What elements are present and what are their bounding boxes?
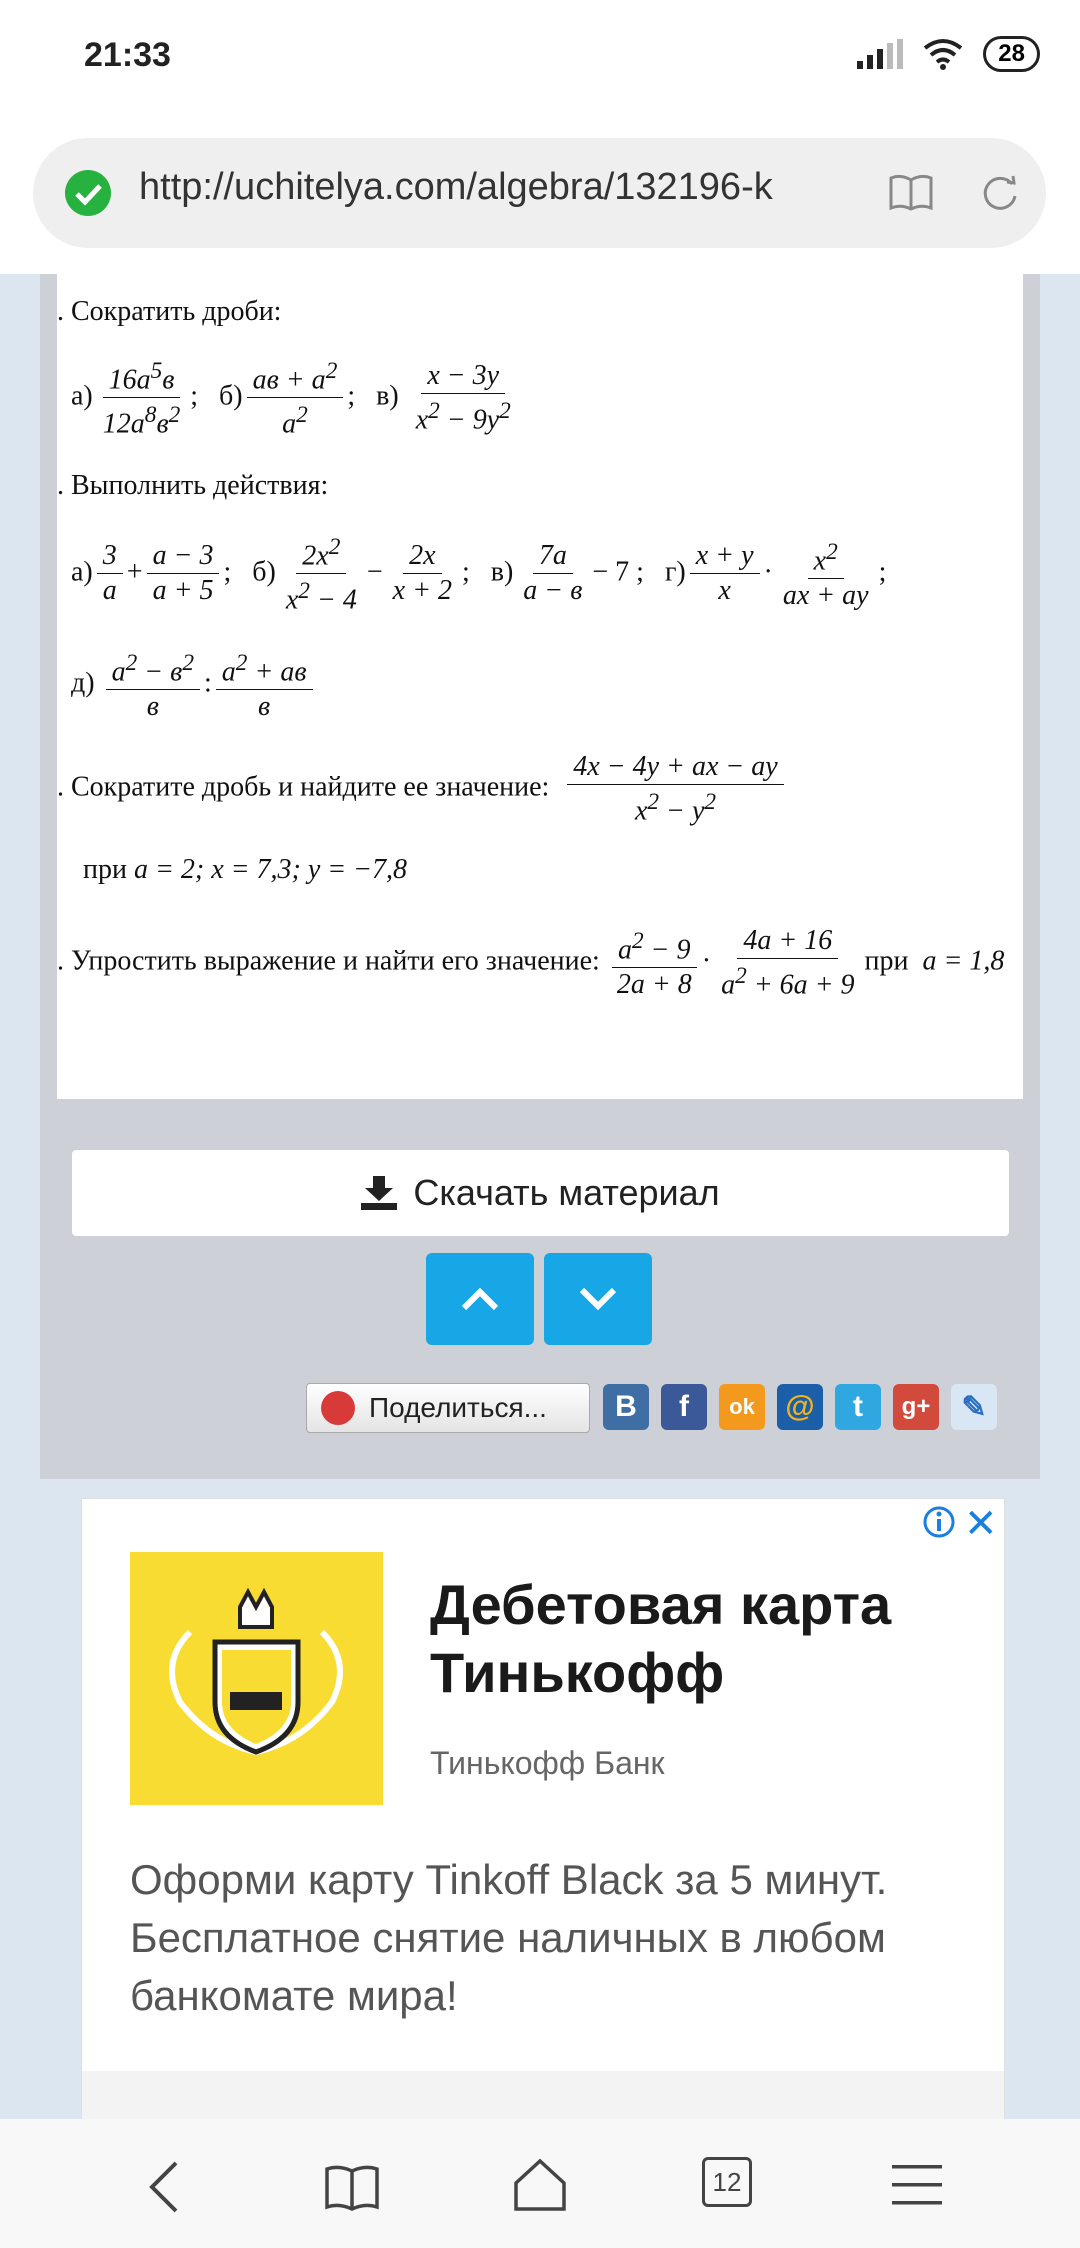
reload-icon[interactable] — [978, 172, 1022, 216]
chevron-down-icon — [578, 1286, 618, 1312]
task1-heading: . Сократить дроби: — [57, 296, 282, 327]
scroll-down-button[interactable] — [544, 1253, 652, 1345]
wifi-icon — [923, 38, 963, 70]
chevron-up-icon — [460, 1286, 500, 1312]
tinkoff-shield-icon — [130, 1552, 383, 1805]
share-button[interactable] — [306, 1383, 590, 1433]
signal-icon — [857, 39, 903, 69]
task4: . Упростить выражение и найти его значение: $\frac{a^2 - 9}{2a + 8}$ · $\frac{4a + 16}{a^2 + 6a + 9}$ при a = 1,8 — [57, 925, 1005, 1001]
menu-icon[interactable] — [892, 2163, 942, 2207]
tabs-counter[interactable]: 12 — [702, 2157, 752, 2207]
reader-mode-icon[interactable] — [888, 174, 934, 212]
download-label: Скачать материал — [413, 1172, 720, 1213]
vk-share-icon[interactable]: В — [603, 1384, 649, 1430]
document-preview — [57, 274, 1023, 1099]
task3: . Сократите дробь и найдите ее значение: $\frac{4x - 4y + ax - ay}{x^2 - y^2}$ — [57, 750, 788, 828]
ad-footer — [82, 2071, 1004, 2119]
facebook-share-icon[interactable]: f — [661, 1384, 707, 1430]
url-text[interactable]: http://uchitelya.com/algebra/132196-k — [139, 166, 773, 208]
ad-title[interactable]: Дебетовая карта Тинькофф — [430, 1573, 892, 1704]
odnoklassniki-share-icon[interactable]: ok — [719, 1384, 765, 1430]
ad-logo — [130, 1552, 383, 1805]
browser-toolbar — [0, 120, 1080, 274]
ad-close-icon[interactable]: ✕ — [964, 1502, 998, 1546]
ad-brand: Тинькофф Банк — [430, 1745, 665, 1781]
ad-info-icon[interactable] — [922, 1505, 956, 1539]
clock: 21:33 — [84, 36, 171, 74]
speaker-icon — [321, 1391, 355, 1425]
twitter-share-icon[interactable]: t — [835, 1384, 881, 1430]
back-icon[interactable] — [146, 2159, 182, 2215]
battery-indicator: 28 — [983, 36, 1040, 72]
status-bar — [0, 0, 1080, 120]
task1-fractions: а) $\frac{16a^5в}{12a^8в^2}$ ; б) $\frac{aв + a^2}{a^2}$ ; в) $\frac{x - 3y}{x^2 - 9y^2}$ — [71, 354, 521, 442]
scroll-up-button[interactable] — [426, 1253, 534, 1345]
bookmarks-icon[interactable] — [324, 2165, 380, 2211]
share-label: Поделиться... — [369, 1392, 547, 1423]
download-icon — [361, 1176, 397, 1210]
secure-check-icon — [65, 170, 111, 216]
browser-bottom-bar — [0, 2119, 1080, 2248]
download-button[interactable] — [72, 1150, 1009, 1236]
task2-expressions: а) $\frac{3}{a}$ + $\frac{a - 3}{a + 5}$ ; б) $\frac{2x^2}{x^2 - 4}$ − $\frac{2x}{x + 2}$ ; в) $\frac{7a}{a - в}$ − 7 ; г) $\frac{x + y}{x}$ · $\frac{x^2}{ax + ay}$ ; — [71, 530, 886, 618]
address-bar[interactable] — [33, 138, 1046, 248]
home-icon[interactable] — [512, 2157, 568, 2213]
ad-description: Оформи карту Tinkoff Black за 5 минут. Бесплатное снятие наличных в любом банкомате мира! — [130, 1856, 888, 2019]
task3-condition: при a = 2; x = 7,3; y = −7,8 — [83, 854, 408, 885]
advertisement[interactable] — [81, 1498, 1005, 2120]
task2-expression-d: д) $\frac{a^2 - в^2}{в}$ : $\frac{a^2 + aв}{в}$ — [71, 646, 317, 724]
livejournal-share-icon[interactable]: ✎ — [951, 1384, 997, 1430]
googleplus-share-icon[interactable]: g+ — [893, 1384, 939, 1430]
mailru-share-icon[interactable]: @ — [777, 1384, 823, 1430]
task2-heading: . Выполнить действия: — [57, 470, 329, 501]
